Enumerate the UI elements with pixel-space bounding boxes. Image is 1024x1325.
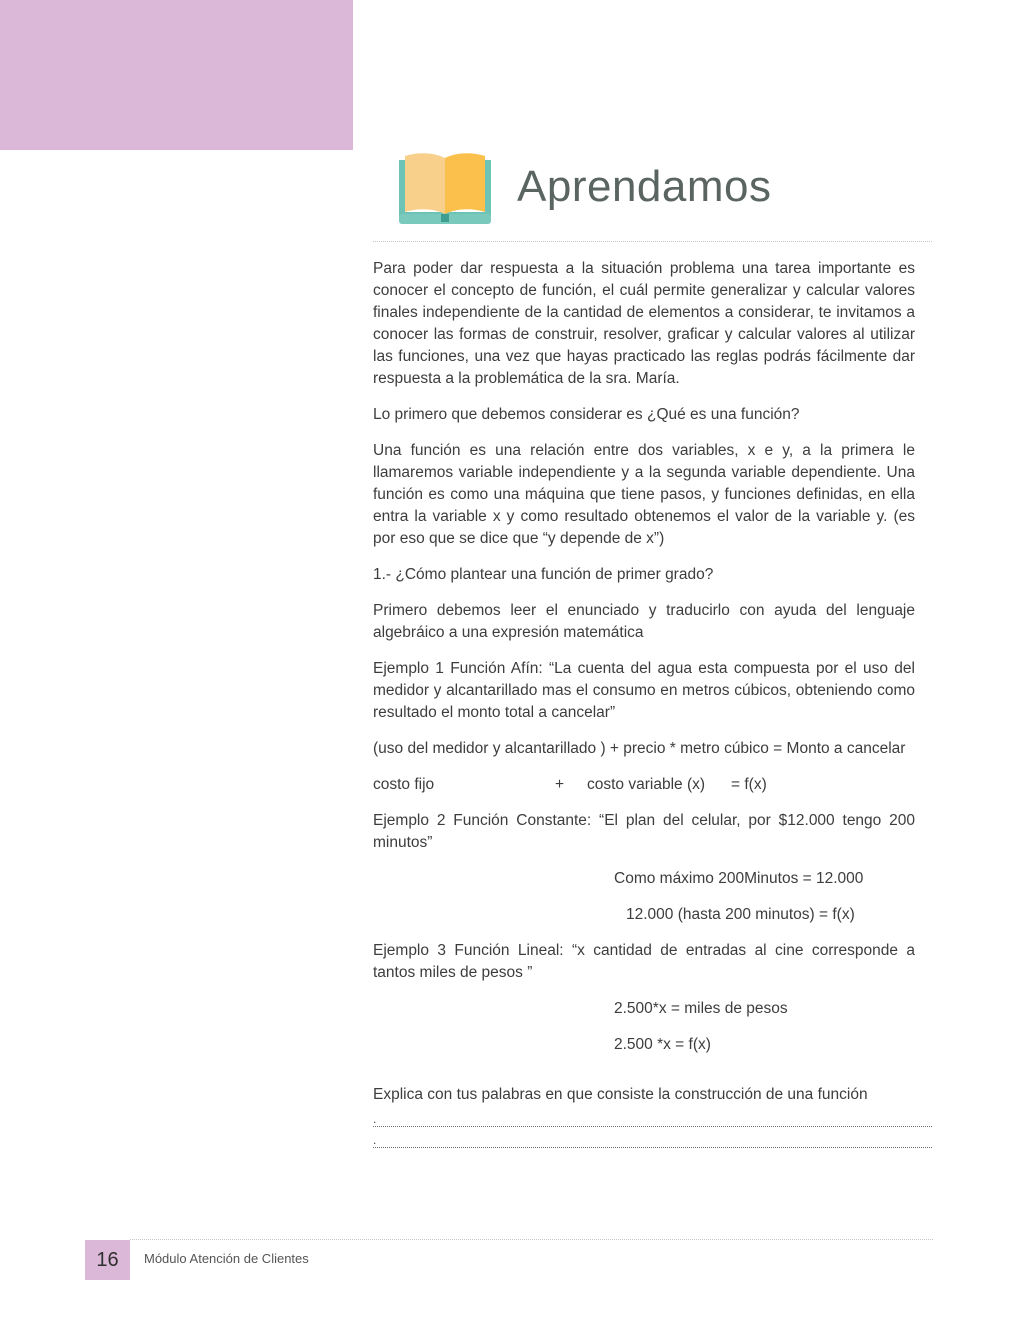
example3-line1: 2.500*x = miles de pesos <box>614 1000 788 1017</box>
answer-line-2[interactable] <box>373 1133 932 1148</box>
corner-accent-block <box>0 0 353 150</box>
example3-paragraph: Ejemplo 3 Función Lineal: “x cantidad de entradas al cine corresponde a tantos miles de pesos ” <box>373 942 915 981</box>
intro-paragraph: Para poder dar respuesta a la situación problema una tarea importante es conocer el concepto de función, el cuál permite generalizar y calcular valores finales independiente de la cantidad de elementos a considerar, te invitamos a conocer las formas de construir, resolver, graficar y calcular valores al utilizar las funciones, una vez que hayas practicado las reglas podrás fácilmente dar respuesta a la problemática de la sra. María. <box>373 260 915 387</box>
definition-paragraph: Una función es una relación entre dos variables, x e y, a la primera le llamaremos variable independiente y a la segunda variable dependiente. Una función es como una máquina que tiene pasos, y funciones definidas, en ella entra la variable x y como resultado obtenemos el valor de la variable y. (es por eso que se dice que “y depende de x”) <box>373 442 915 547</box>
example1-formula: (uso del medidor y alcantarillado ) + precio * metro cúbico = Monto a cancelar <box>373 740 906 757</box>
answer-line-prefix: . <box>373 1133 377 1147</box>
answer-line-1[interactable] <box>373 1112 932 1127</box>
open-book-icon <box>395 150 495 226</box>
variable-cost-label: costo variable (x) <box>587 776 706 793</box>
page-title: Aprendamos <box>517 162 772 211</box>
page-number: 16 <box>85 1240 130 1280</box>
step1-description: Primero debemos leer el enunciado y traducirlo con ayuda del lenguaje algebráico a una expresión matemática <box>373 602 915 641</box>
example2-line1: Como máximo 200Minutos = 12.000 <box>614 870 864 887</box>
example1-formula-row <box>373 774 915 796</box>
fixed-cost-label: costo fijo <box>373 776 435 793</box>
main-content <box>373 258 915 1148</box>
example2-paragraph: Ejemplo 2 Función Constante: “El plan del celular, por $12.000 tengo 200 minutos” <box>373 812 915 851</box>
module-name: Módulo Atención de Clientes <box>144 1251 309 1266</box>
plus-sign: + <box>555 776 565 793</box>
footer-divider <box>130 1239 933 1240</box>
example1-paragraph: Ejemplo 1 Función Afín: “La cuenta del agua esta compuesta por el uso del medidor y alcantarillado mas el consumo en metros cúbicos, obteniendo como resultado el monto total a cancelar” <box>373 660 915 721</box>
fx-label: = f(x) <box>731 776 767 793</box>
header-divider <box>373 241 932 242</box>
section-header <box>395 148 935 228</box>
example3-line2: 2.500 *x = f(x) <box>614 1036 711 1053</box>
step1-heading: 1.- ¿Cómo plantear una función de primer grado? <box>373 566 714 583</box>
answer-line-prefix: . <box>373 1112 377 1126</box>
exercise-prompt: Explica con tus palabras en que consiste la construcción de una función <box>373 1086 868 1103</box>
example2-line2: 12.000 (hasta 200 minutos) = f(x) <box>626 906 855 923</box>
question-paragraph: Lo primero que debemos considerar es ¿Qué es una función? <box>373 406 800 423</box>
